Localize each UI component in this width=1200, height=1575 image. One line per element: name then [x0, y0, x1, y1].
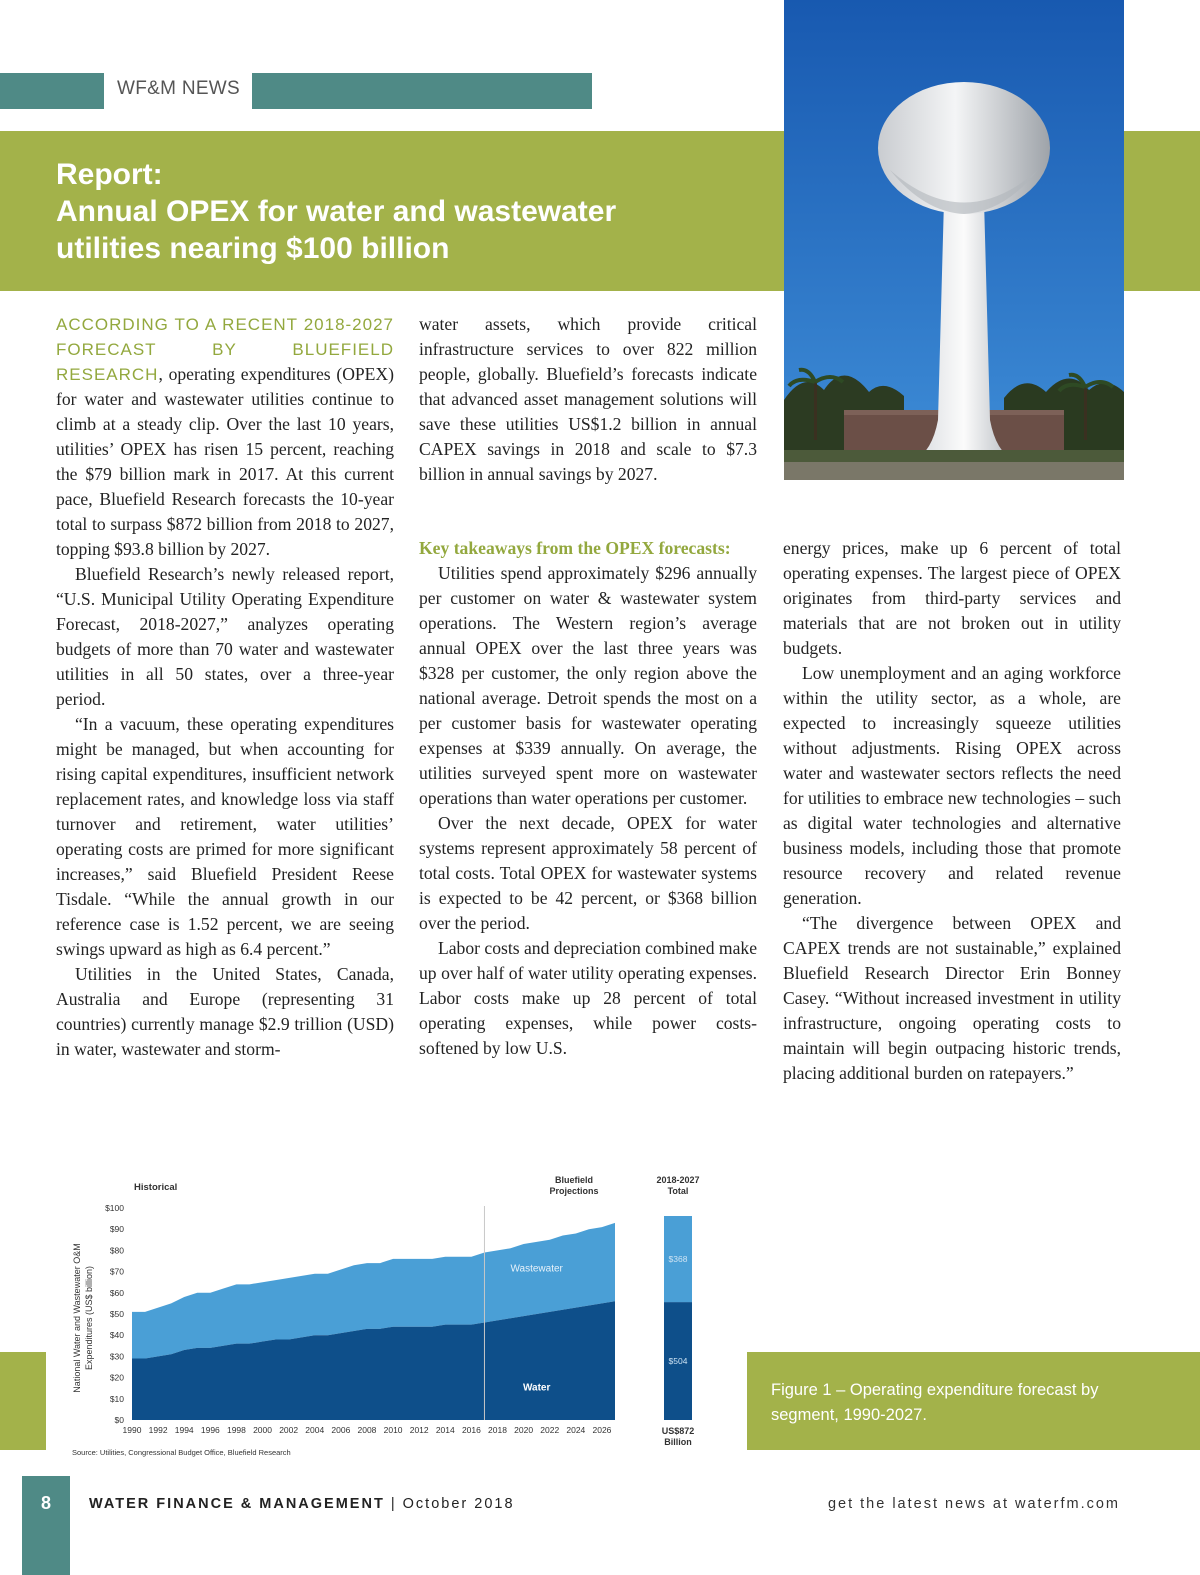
page-number: 8: [40, 1493, 51, 1513]
water-tower-photo: [784, 0, 1124, 480]
article-column-2-top: [419, 312, 757, 487]
article-column-3: [783, 536, 1121, 1086]
total-bar-label-water: $504: [668, 1356, 688, 1367]
article-paragraph-7-start: Labor costs and depreciation combined make up over half of water utility operating expenses. Labor costs make up 28 percent of total operating expenses, while power costs- softened by low U.S.: [419, 938, 758, 1058]
article-paragraph-2: Bluefield Research’s newly released report, “U.S. Municipal Utility Operating Expenditure Forecast, 2018-2027,” analyzes operating budgets of more than 70 water and wastewater utilities in all 50 states, over a three-year period.: [56, 564, 394, 709]
y-tick-label: $100: [105, 1203, 124, 1213]
x-tick-label: 2014: [435, 1425, 455, 1435]
historical-label: Historical: [134, 1182, 178, 1193]
article-paragraph-4-end: water assets, which provide critical infrastructure services to over 822 million people, globally. Bluefield’s forecasts indicate that advanced asset management solutions will save these utilities US$1.2 billion in annual CAPEX savings in 2018 and scale to $7.3 billion in annual savings by 2027.: [419, 314, 757, 484]
water-tower-illustration: [784, 0, 1124, 480]
header-accent-bar-right: [252, 73, 592, 109]
opex-chart: [52, 1168, 742, 1468]
header-accent-bar-left: [0, 73, 104, 109]
chart-source: Source: Utilities, Congressional Budget Office, Bluefield Research: [72, 1448, 291, 1457]
footer-tagline[interactable]: get the latest news at waterfm.com: [827, 1496, 1120, 1512]
x-tick-label: 1996: [200, 1425, 220, 1435]
y-tick-label: $10: [109, 1393, 124, 1404]
x-tick-label: 2010: [383, 1425, 403, 1435]
y-tick-label: $50: [109, 1309, 124, 1319]
x-tick-label: 1998: [226, 1425, 246, 1435]
x-tick-label: 1994: [174, 1425, 194, 1435]
projections-label-line-2: Projections: [549, 1186, 599, 1196]
headline-line-3: utilities nearing $100 billion: [56, 232, 450, 265]
total-bar-title: 2018-2027: [656, 1175, 700, 1185]
y-tick-label: $90: [109, 1224, 124, 1235]
publication-name: WATER FINANCE & MANAGEMENT: [89, 1496, 385, 1512]
key-takeaways-subhead: Key takeaways from the OPEX forecasts:: [419, 538, 731, 558]
x-tick-label: 2016: [461, 1425, 481, 1435]
figure-accent-left: [0, 1352, 46, 1450]
total-bar-label-wastewater: $368: [668, 1254, 688, 1265]
x-tick-label: 1992: [148, 1425, 168, 1435]
lead-in-caps: ACCORDING TO A RECENT 2018-2027 FORECAST BY BLUEFIELD RESEARCH: [56, 315, 394, 384]
x-tick-label: 2006: [331, 1425, 351, 1435]
total-bar-total-unit: Billion: [664, 1437, 692, 1447]
opex-chart-svg: [52, 1168, 742, 1468]
article-paragraph-3: “In a vacuum, these operating expenditures might be managed, but when accounting for rising capital expenditures, insufficient network replacement rates, and knowledge loss via staff turnover and retirement, water utilities’ operating costs are primed for more significant increases,” said Bluefield President Reese Tisdale. “While the annual growth in our reference case is 1.52 percent, we are seeing swings upward as high as 6.4 percent.”: [56, 714, 394, 959]
issue-date: October 2018: [402, 1496, 515, 1512]
wastewater-series-label: Wastewater: [510, 1263, 563, 1275]
x-tick-label: 1990: [122, 1425, 142, 1435]
y-tick-label: $40: [109, 1330, 124, 1341]
x-tick-label: 2026: [592, 1425, 612, 1435]
y-tick-label: $70: [109, 1266, 124, 1277]
water-series-label: Water: [522, 1382, 551, 1394]
footer-separator: |: [390, 1496, 397, 1512]
x-tick-label: 2008: [357, 1425, 377, 1435]
article-paragraph-1-text: , operating expenditures (OPEX) for water and wastewater utilities continue to climb at a steady clip. Over the last 10 years, utilities’ OPEX has risen 15 percent, reaching the $79 billion mark in 2017. At this current pace, Bluefield Research forecasts the 10-year total to surpass $872 billion from 2018 to 2027, topping $93.8 billion by 2027.: [56, 364, 394, 559]
x-tick-label: 2022: [540, 1425, 560, 1435]
projections-label-line-1: Bluefield: [554, 1175, 594, 1185]
x-tick-label: 2004: [305, 1425, 325, 1435]
y-tick-label: $20: [109, 1372, 124, 1383]
x-tick-label: 2012: [409, 1425, 429, 1435]
article-paragraph-5: Utilities spend approximately $296 annually per customer on water & wastewater system operations. The Western region’s average annual OPEX over the last three years was $328 per customer, the only region above the national average. Detroit spends the most on a per customer basis for wastewater operating expenses at $339 annually. On average, the utilities surveyed spent more on wastewater operations than water operations per customer.: [419, 563, 757, 808]
article-paragraph-1: [56, 312, 394, 562]
y-tick-label: $30: [109, 1351, 124, 1362]
article-column-2: [419, 536, 757, 1061]
x-tick-label: 2002: [279, 1425, 299, 1435]
headline-line-1: Report:: [56, 158, 163, 191]
article-paragraph-7-end: energy prices, make up 6 percent of total operating expenses. The largest piece of OPEX originates from third-party services and materials that are not broken out in utility budgets.: [783, 538, 1121, 658]
article-paragraph-4-start: Utilities in the United States, Canada, Australia and Europe (representing 31 countries) currently manage $2.9 trillion (USD) in water, wastewater and storm-: [56, 964, 394, 1059]
headline-line-2: Annual OPEX for water and wastewater: [56, 195, 617, 228]
y-tick-label: $0: [114, 1415, 124, 1425]
page-number-tab: [22, 1476, 70, 1575]
chart-y-axis-label: National Water and Wastewater O&M: [72, 1243, 82, 1393]
x-tick-label: 2020: [514, 1425, 534, 1435]
article-paragraph-8: Low unemployment and an aging workforce within the utility sector, as a whole, are expected to increasingly squeeze utilities without adjustments. Rising OPEX across water and wastewater sectors reflects the need for utilities to embrace new technologies – such as digital water technologies and alternative business models, including those that promote resource recovery and related revenue generation.: [783, 663, 1121, 908]
figure-caption: Figure 1 – Operating expenditure forecast by segment, 1990-2027.: [771, 1381, 1099, 1424]
y-tick-label: $60: [109, 1287, 124, 1298]
section-tag: WF&M NEWS: [117, 78, 241, 99]
article-paragraph-6: Over the next decade, OPEX for water systems represent approximately 58 percent of total costs. Total OPEX for wastewater systems is expected to be 42 percent, or $368 billion over the period.: [419, 813, 757, 933]
total-bar-total-label: US$872: [661, 1426, 695, 1436]
article-column-1: [56, 312, 394, 1062]
headline: [56, 156, 696, 267]
x-tick-label: 2018: [488, 1425, 507, 1435]
x-tick-label: 2024: [566, 1425, 586, 1435]
y-tick-label: $80: [109, 1245, 124, 1256]
footer-publication: [89, 1496, 515, 1512]
chart-y-axis-label-line-2: Expenditures (US$ billion): [84, 1265, 94, 1371]
total-bar-title-line-2: Total: [667, 1186, 689, 1196]
article-paragraph-9: “The divergence between OPEX and CAPEX trends are not sustainable,” explained Bluefield Research Director Erin Bonney Casey. “Without increased investment in utility infrastructure, ongoing operating costs to maintain will begin outpacing historic trends, placing additional burden on ratepayers.”: [783, 913, 1121, 1083]
x-tick-label: 2000: [253, 1425, 273, 1435]
